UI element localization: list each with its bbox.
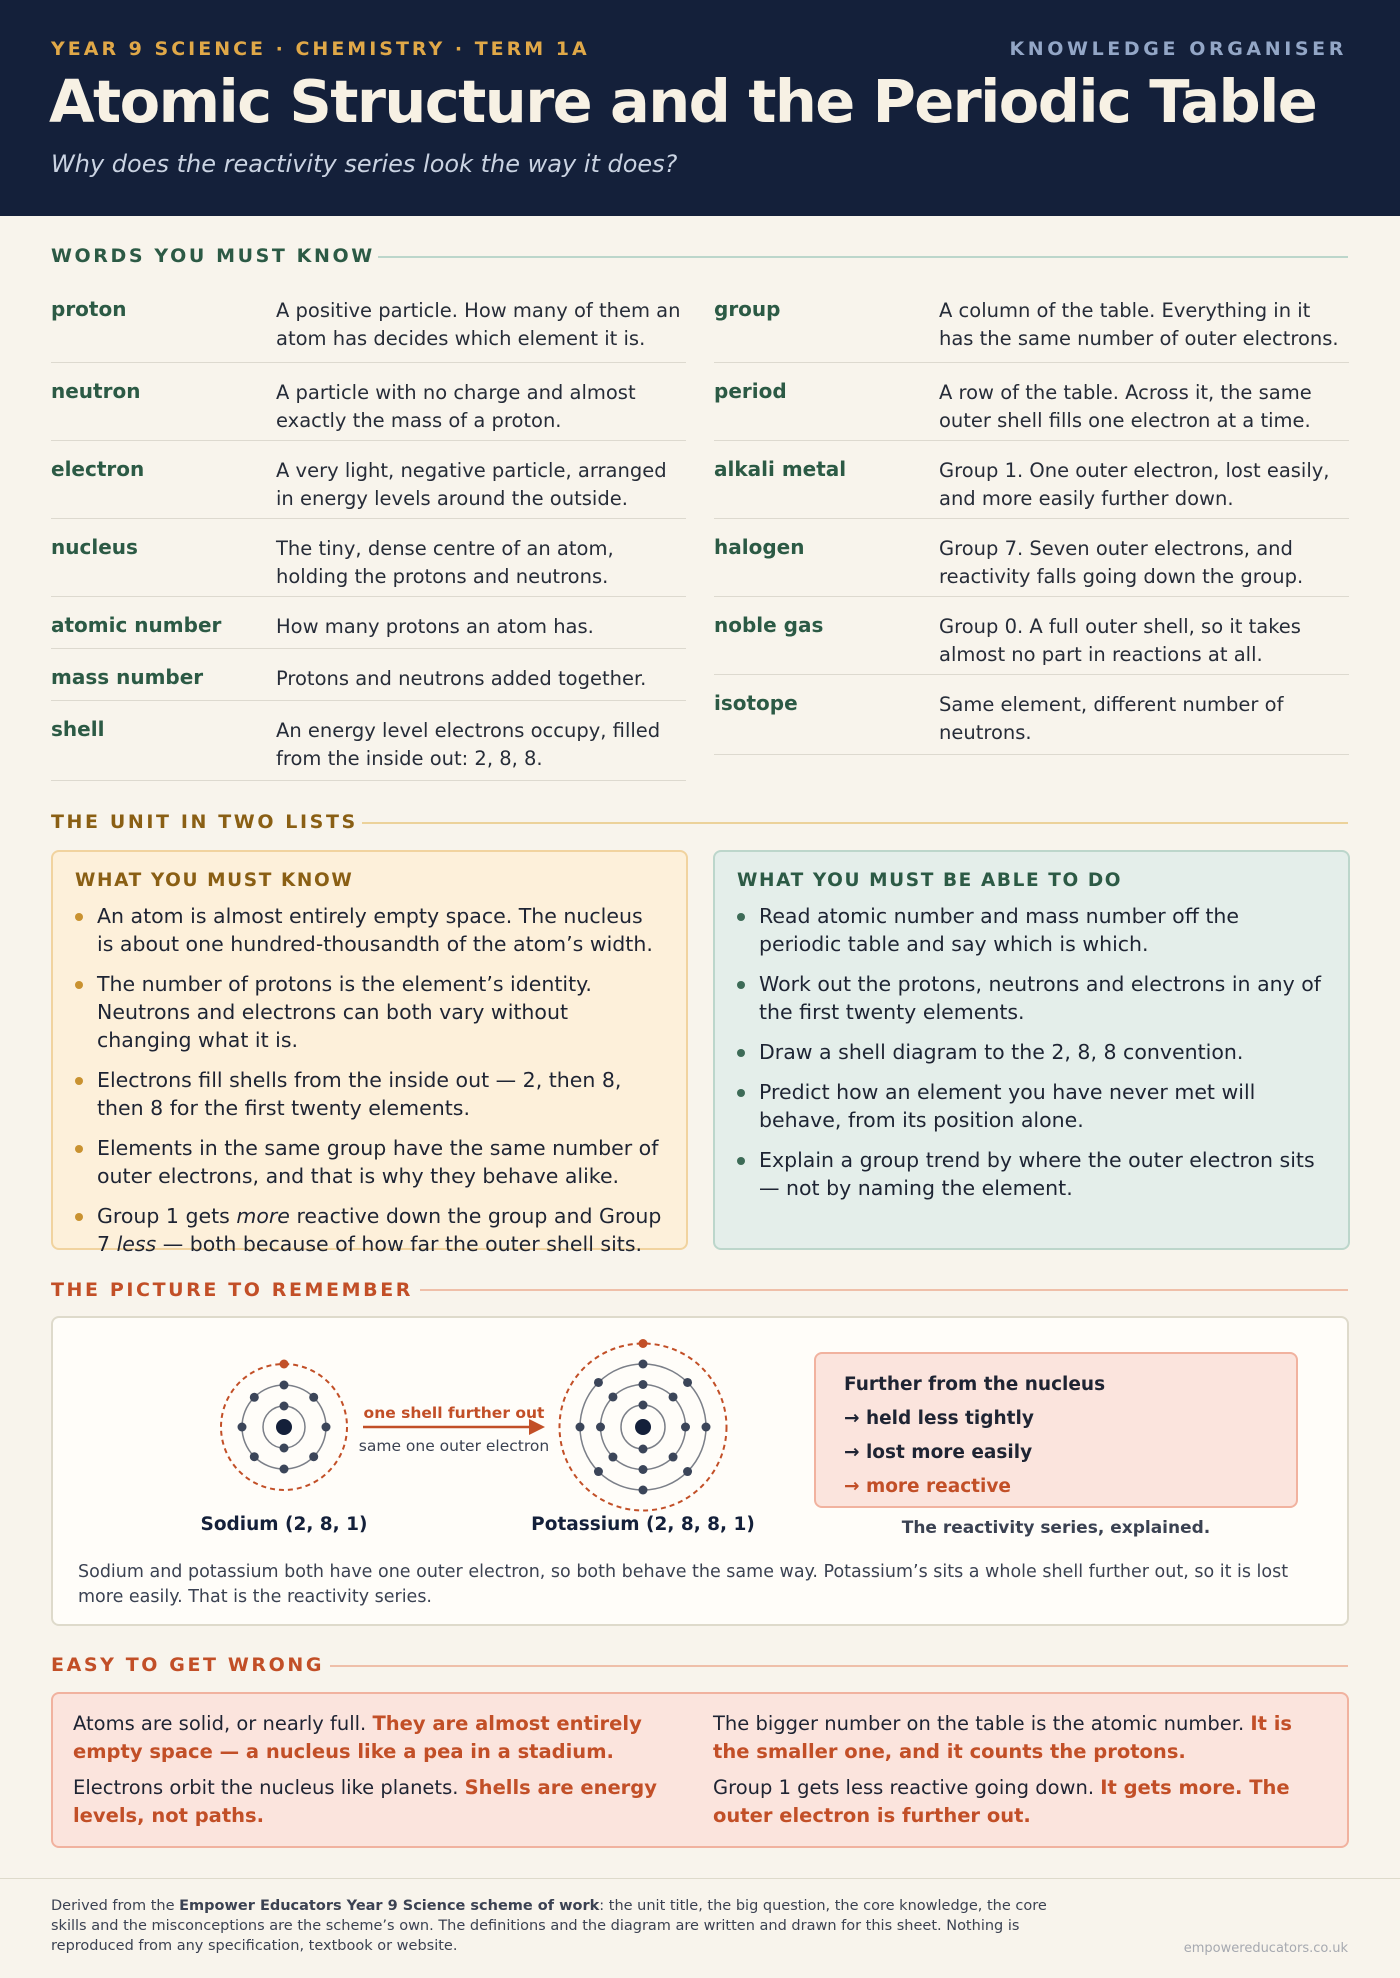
bullet-icon: [75, 981, 83, 989]
glossary-row: [714, 597, 1349, 675]
reactivity-callout: [814, 1352, 1298, 1508]
sodium-label: Sodium (2, 8, 1): [200, 1514, 368, 1535]
list-item: [75, 1134, 664, 1190]
glossary-row: [51, 597, 686, 649]
glossary-left: [51, 297, 686, 781]
list-item: [75, 902, 664, 958]
diagram-panel: [51, 1316, 1349, 1626]
must-know-heading: WHAT YOU MUST KNOW: [75, 870, 354, 891]
list-item: [75, 1066, 664, 1122]
bullet-icon: [75, 1145, 83, 1153]
glossary-definition: A particle with no charge and almost exactly the mass of a proton.: [276, 381, 636, 432]
document-type-label: KNOWLEDGE ORGANISER: [1009, 38, 1347, 60]
nucleus-dot: [276, 1419, 292, 1435]
sodium-atom-diagram: [221, 1360, 347, 1491]
electron-dot: [639, 1445, 648, 1454]
callout-line-2: → held less tightly: [844, 1408, 1034, 1429]
glossary-definition: An energy level electrons occupy, filled from the inside out: 2, 8, 8.: [276, 719, 661, 770]
electron-dot: [669, 1453, 678, 1462]
glossary-term: proton: [51, 297, 127, 321]
glossary-definition: A positive particle. How many of them an atom has decides which element it is.: [276, 299, 681, 350]
callout-line-1: Further from the nucleus: [844, 1374, 1106, 1395]
glossary-right: [714, 297, 1349, 755]
electron-dot: [594, 1467, 603, 1476]
misconception-correction: Shells are energy levels, not paths.: [73, 1776, 657, 1827]
electron-dot: [309, 1393, 318, 1402]
glossary-definition: A column of the table. Everything in it has the same number of outer electrons.: [939, 299, 1339, 350]
electron-dot: [683, 1467, 692, 1476]
page-subtitle: Why does the reactivity series look the way it does?: [51, 150, 678, 178]
misconceptions-box: [51, 1692, 1349, 1848]
callout-line-3: → lost more easily: [844, 1442, 1033, 1463]
glossary-term: shell: [51, 717, 105, 741]
electron-dot: [280, 1381, 289, 1390]
glossary-term: atomic number: [51, 613, 222, 637]
section-wrong-rule: [330, 1665, 1348, 1667]
glossary-row: [714, 297, 1349, 363]
glossary-definition: Group 1. One outer electron, lost easily, and more easily further down.: [939, 459, 1330, 510]
glossary-definition: A very light, negative particle, arranged in energy levels around the outside.: [276, 459, 667, 510]
electron-dot: [280, 1360, 289, 1369]
arrow-label-top: one shell further out: [363, 1404, 545, 1422]
item-text: The number of protons is the element’s identity. Neutrons and electrons can both vary without changing what it is.: [97, 972, 592, 1052]
glossary-term: group: [714, 297, 781, 321]
potassium-label: Potassium (2, 8, 8, 1): [531, 1514, 755, 1535]
item-text: Elements in the same group have the same number of outer electrons, and that is why they behave alike.: [97, 1136, 659, 1188]
section-words-heading: WORDS YOU MUST KNOW: [51, 245, 375, 267]
glossary-term: alkali metal: [714, 457, 847, 481]
electron-dot: [639, 1360, 648, 1369]
electron-dot: [608, 1392, 617, 1401]
glossary-row: [51, 297, 686, 363]
page-title: Atomic Structure and the Periodic Table: [49, 67, 1317, 136]
bullet-icon: [737, 1089, 745, 1097]
glossary-definition: Group 7. Seven outer electrons, and reactivity falls going down the group.: [939, 537, 1304, 588]
must-know-box: [51, 850, 688, 1256]
glossary-row: [714, 519, 1349, 597]
glossary-term: nucleus: [51, 535, 138, 559]
item-text: reactive down the group and Group 7: [97, 1204, 662, 1256]
bullet-icon: [75, 913, 83, 921]
misconception-item: [713, 1710, 1323, 1766]
list-item: [75, 970, 664, 1054]
bullet-icon: [737, 1157, 745, 1165]
bullet-icon: [75, 1213, 83, 1221]
electron-dot: [280, 1465, 289, 1474]
item-text: — both because of how far the outer shell sits.: [156, 1232, 643, 1256]
must-know-list: [75, 902, 664, 1258]
glossary-row: [714, 441, 1349, 519]
glossary-definition: Group 0. A full outer shell, so it takes almost no part in reactions at all.: [939, 615, 1301, 666]
section-words-rule: [378, 256, 1348, 258]
footer-pre: Derived from the: [51, 1898, 180, 1914]
must-do-list: [737, 902, 1326, 1202]
footer-post: : the unit title, the big question, the core knowledge, the core skills and the misconceptions are the scheme’s own. The definitions and the diagram are written and drawn for this sheet. Nothing is reproduced from any specification, textbook or website.: [51, 1898, 1047, 1954]
item-text: Work out the protons, neutrons and electrons in any of the first twenty elements.: [759, 972, 1322, 1024]
electron-dot: [702, 1423, 711, 1432]
potassium-atom-diagram: [560, 1339, 727, 1511]
list-item: [75, 1202, 664, 1258]
footer-source: Empower Educators Year 9 Science scheme of work: [179, 1898, 600, 1914]
electron-dot: [594, 1378, 603, 1387]
list-item: [737, 1078, 1326, 1134]
misconception-item: [73, 1710, 683, 1766]
electron-dot: [596, 1423, 605, 1432]
electron-dot: [608, 1453, 617, 1462]
electron-dot: [639, 1465, 648, 1474]
glossary-term: isotope: [714, 691, 798, 715]
section-picture-heading: THE PICTURE TO REMEMBER: [51, 1279, 414, 1301]
misconception-myth: Electrons orbit the nucleus like planets.: [73, 1776, 465, 1799]
electron-dot: [238, 1423, 247, 1432]
bullet-icon: [737, 913, 745, 921]
glossary-definition: Protons and neutrons added together.: [276, 667, 647, 690]
footer-url: empowereducators.co.uk: [1183, 1941, 1348, 1956]
list-item: [737, 902, 1326, 958]
must-do-heading: WHAT YOU MUST BE ABLE TO DO: [737, 870, 1123, 891]
item-text: Draw a shell diagram to the 2, 8, 8 convention.: [759, 1040, 1244, 1064]
nucleus-dot: [635, 1419, 651, 1435]
electron-dot: [639, 1486, 648, 1495]
misconception-myth: Atoms are solid, or nearly full.: [73, 1712, 373, 1735]
electron-dot: [576, 1423, 585, 1432]
item-text: Explain a group trend by where the outer electron sits — not by naming the element.: [759, 1148, 1315, 1200]
section-picture-rule: [420, 1289, 1348, 1291]
misconception-correction: It is the smaller one, and it counts the protons.: [713, 1712, 1293, 1763]
emphasis-text: less: [116, 1232, 157, 1256]
item-text: Group 1 gets: [97, 1204, 237, 1228]
course-eyebrow: YEAR 9 SCIENCE · CHEMISTRY · TERM 1A: [51, 38, 590, 60]
electron-dot: [639, 1380, 648, 1389]
glossary-row: [714, 675, 1349, 755]
glossary-definition: A row of the table. Across it, the same outer shell fills one electron at a time.: [939, 381, 1312, 432]
glossary-row: [51, 519, 686, 597]
footer: [0, 1878, 1400, 1978]
electron-dot: [683, 1378, 692, 1387]
glossary-row: [51, 441, 686, 519]
list-item: [737, 970, 1326, 1026]
section-wrong-heading: EASY TO GET WRONG: [51, 1654, 325, 1676]
list-item: [737, 1146, 1326, 1202]
bullet-icon: [75, 1077, 83, 1085]
item-text: Electrons fill shells from the inside out — 2, then 8, then 8 for the first twenty elements.: [97, 1068, 622, 1120]
misconception-myth: The bigger number on the table is the atomic number.: [713, 1712, 1251, 1735]
misconception-myth: Group 1 gets less reactive going down.: [713, 1776, 1101, 1799]
bullet-icon: [737, 1049, 745, 1057]
misconception-item: [73, 1774, 683, 1830]
glossary-definition: How many protons an atom has.: [276, 615, 594, 638]
electron-dot: [250, 1452, 259, 1461]
shell-diagram: [53, 1318, 813, 1558]
item-text: An atom is almost entirely empty space. The nucleus is about one hundred-thousandth of the atom’s width.: [97, 904, 653, 956]
footer-credit: [51, 1896, 1061, 1956]
section-lists-rule: [362, 822, 1348, 824]
diagram-caption: Sodium and potassium both have one outer electron, so both behave the same way. Potassium’s sits a whole shell further out, so it is lost more easily. That is the reactivity series.: [78, 1562, 1289, 1607]
electron-dot: [669, 1392, 678, 1401]
glossary-term: period: [714, 379, 787, 403]
electron-dot: [250, 1393, 259, 1402]
misconception-item: [713, 1774, 1323, 1830]
callout-line-4: → more reactive: [844, 1476, 1011, 1497]
electron-dot: [639, 1339, 648, 1348]
electron-dot: [681, 1423, 690, 1432]
electron-dot: [280, 1402, 289, 1411]
section-lists-heading: THE UNIT IN TWO LISTS: [51, 811, 358, 833]
glossary-definition: Same element, different number of neutrons.: [939, 693, 1284, 744]
list-item: [737, 1038, 1326, 1066]
glossary-term: noble gas: [714, 613, 824, 637]
emphasis-text: more: [236, 1204, 290, 1228]
item-text: Predict how an element you have never met will behave, from its position alone.: [759, 1080, 1256, 1132]
must-do-box: [713, 850, 1350, 1250]
header: [0, 0, 1400, 216]
arrow-label-bottom: same one outer electron: [358, 1437, 550, 1455]
misconception-correction: They are almost entirely empty space — a nucleus like a pea in a stadium.: [73, 1712, 642, 1763]
electron-dot: [309, 1452, 318, 1461]
glossary-row: [51, 363, 686, 441]
electron-dot: [280, 1444, 289, 1453]
glossary-row: [51, 649, 686, 701]
item-text: Read atomic number and mass number off the periodic table and say which is which.: [759, 904, 1239, 956]
electron-dot: [322, 1423, 331, 1432]
glossary-term: mass number: [51, 665, 204, 689]
glossary-term: halogen: [714, 535, 805, 559]
glossary-term: electron: [51, 457, 145, 481]
electron-dot: [639, 1401, 648, 1410]
bullet-icon: [737, 981, 745, 989]
glossary-term: neutron: [51, 379, 141, 403]
glossary-definition: The tiny, dense centre of an atom, holding the protons and neutrons.: [276, 537, 614, 588]
glossary-row: [51, 701, 686, 781]
callout-caption: The reactivity series, explained.: [901, 1518, 1211, 1538]
misconception-correction: It gets more. The outer electron is further out.: [713, 1776, 1290, 1827]
glossary-row: [714, 363, 1349, 441]
